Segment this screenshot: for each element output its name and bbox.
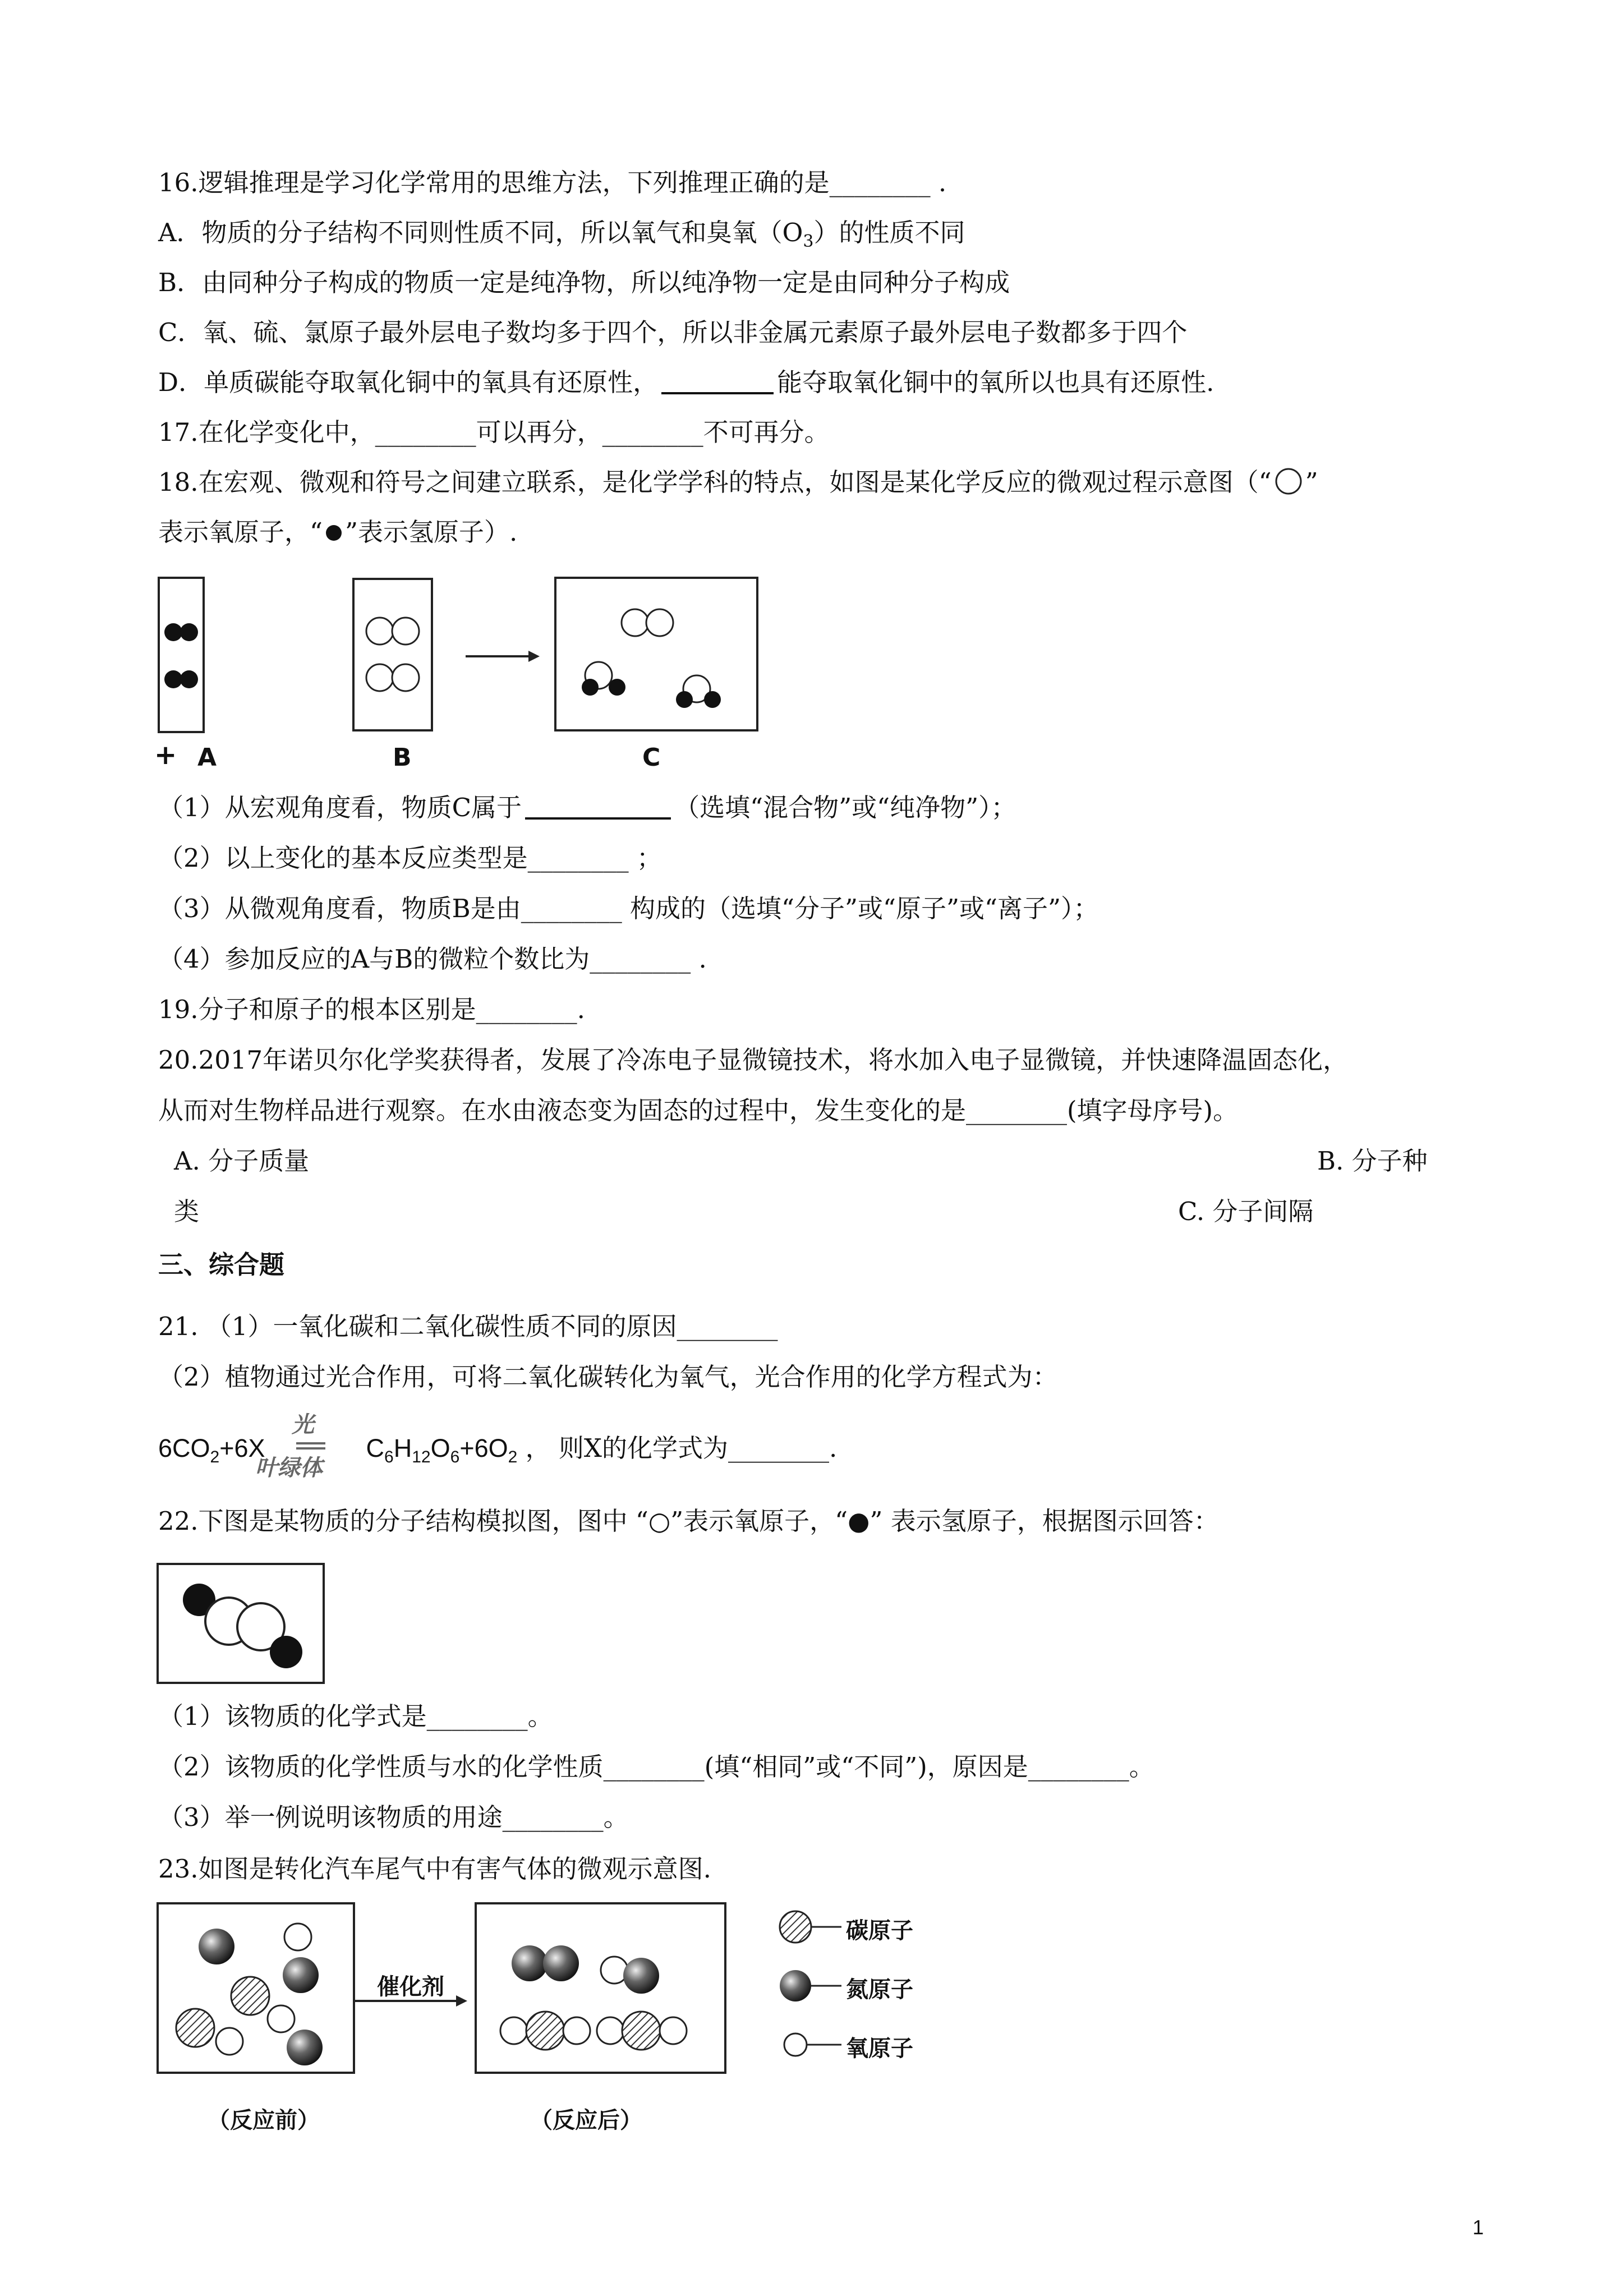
q22-molecule-diagram [156, 1562, 327, 1686]
equation-condition-bottom: 叶绿体 [255, 1455, 323, 1481]
q19-text: 19.分子和原子的根本区别是________. [158, 995, 585, 1024]
q16-option-a: A．物质的分子结构不同则性质不同，所以氧气和臭氧$(O_3)$的性质不同 [158, 218, 965, 251]
q22-part1: （1）该物质的化学式是________。 [158, 1701, 553, 1731]
q23-stem: 23.如图是转化汽车尾气中有害气体的微观示意图. [158, 1854, 711, 1884]
section-title: 三、综合题 [158, 1250, 285, 1280]
q18-part1: （1）从宏观角度看，物质C属于 （选填“混合物”或“纯净物”）； [158, 793, 1016, 822]
page-number: 1 [1472, 2216, 1484, 2239]
q20-line1: 20.2017年诺贝尔化学奖获得者，发展了冷冻电子显微镜技术，将水加入电子显微镜，并快速降温固态化， [158, 1045, 1349, 1075]
q20-option-a: A. 分子质量 [174, 1146, 310, 1176]
q18-reaction-diagram [157, 572, 763, 740]
q16-option-c: C．氧、硫、氯原子最外层电子数均多于四个，所以非金属元素原子最外层电子数都多于四个 [158, 318, 1188, 347]
q18-part3: （3）从微观角度看，物质B是由________ 构成的（选填“分子”或“原子”或“离子”）； [158, 894, 1099, 923]
q18-part4: （4）参加反应的A与B的微粒个数比为________ . [158, 944, 707, 974]
q18-label-a: A [197, 743, 217, 772]
q21-part1: 21. （1）一氧化碳和二氧化碳性质不同的原因________ [158, 1312, 778, 1341]
q23-reaction-diagram [156, 1902, 953, 2120]
q16-option-b: B．由同种分子构成的物质一定是纯净物，所以纯净物一定是由同种分子构成 [158, 268, 1010, 297]
answer-blank [525, 795, 671, 820]
hydrogen-atom-icon [323, 522, 345, 544]
legend-nitrogen-label: 氮原子 [846, 1977, 913, 2003]
legend-oxygen-label: 氧原子 [846, 2036, 913, 2062]
q18-stem-line2: 表示氧原子，“ ”表示氢原子）. [158, 517, 518, 547]
q21-part2: （2）植物通过光合作用，可将二氧化碳转化为氧气，光合作用的化学方程式为： [158, 1362, 1058, 1392]
q23-after-label: （反应后） [530, 2108, 642, 2133]
q16-stem: 16.逻辑推理是学习化学常用的思维方法，下列推理正确的是________ . [158, 168, 947, 197]
q18-label-c: C [642, 743, 661, 772]
q23-before-label: （反应前） [208, 2108, 320, 2133]
q23-catalyst-label: 催化剂 [377, 1974, 444, 2000]
oxygen-atom-icon [1272, 467, 1305, 495]
q18-label-b: B [393, 743, 412, 772]
q17-text: 17.在化学变化中，________可以再分，________不可再分。 [158, 417, 830, 447]
q21-equation: $6CO_2+6X$ $C_6H_{12}O_6+6O_2$ ， 则X的化学式为________. [158, 1433, 838, 1466]
q18-stem-line1: 18.在宏观、微观和符号之间建立联系，是化学学科的特点，如图是某化学反应的微观过程示意图（“ ” [158, 467, 1318, 497]
equation-condition-top: 光 [292, 1412, 314, 1438]
q22-part2: （2）该物质的化学性质与水的化学性质________(填“相同”或“不同”)，原因是________。 [158, 1752, 1154, 1782]
q18-label-plus: + [154, 739, 177, 771]
q22-stem: 22.下图是某物质的分子结构模拟图，图中 “○”表示氧原子，“●” 表示氢原子，根据图示回答： [158, 1506, 1219, 1536]
q22-part3: （3）举一例说明该物质的用途________。 [158, 1802, 629, 1832]
legend-carbon-label: 碳原子 [846, 1918, 913, 1944]
answer-blank [661, 370, 774, 394]
q20-option-b-wrap: 类 [174, 1197, 200, 1226]
q16-option-d: D．单质碳能夺取氧化铜中的氧具有还原性， 能夺取氧化铜中的氧所以也具有还原性. [158, 367, 1214, 397]
q20-option-c: C. 分子间隔 [1178, 1197, 1314, 1226]
q20-line2: 从而对生物样品进行观察。在水由液态变为固态的过程中，发生变化的是________(填字母序号)。 [158, 1096, 1239, 1125]
q18-part2: （2）以上变化的基本反应类型是________ ； [158, 843, 662, 873]
q20-option-b: B. 分子种 [1317, 1146, 1428, 1176]
